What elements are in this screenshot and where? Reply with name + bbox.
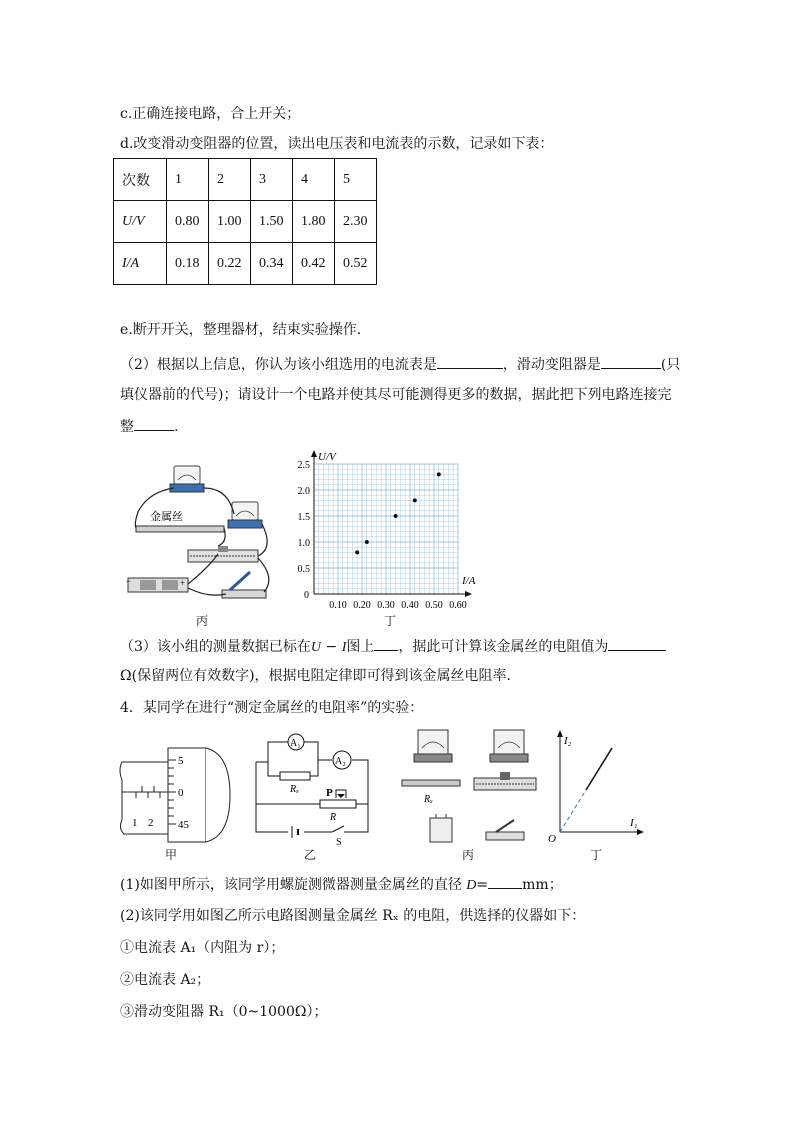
table-row (114, 159, 377, 201)
y-label-i2: I₂ (564, 735, 572, 747)
item-2: ②电流表 A₂； (120, 972, 211, 988)
y-axis-arrow (311, 450, 317, 457)
step-c: c.正确连接电路，合上开关； (120, 106, 301, 122)
q2-text-1: （2）根据以上信息，你认为该小组选用的电流表是 (120, 357, 437, 373)
data-line (586, 748, 612, 790)
caption-ding: 丁 (384, 614, 397, 628)
caption-yi: 乙 (304, 848, 317, 862)
answer-blank (601, 354, 661, 369)
data-point (413, 498, 417, 502)
switch-icon (222, 572, 266, 598)
q4-1-text-1: (1)如图甲所示，该同学用螺旋测微器测量金属丝的直径 (120, 877, 467, 893)
label-a1: A₁ (290, 738, 301, 749)
label-rx2: Rₓ (424, 794, 433, 805)
diameter-symbol: D (466, 878, 477, 893)
x-tick-label: 0.20 (353, 600, 371, 611)
table-cell: 次数 (114, 159, 167, 201)
q4-1-text-2: = (476, 877, 489, 893)
step-e: e.断开开关，整理器材，结束实验操作． (120, 322, 371, 338)
origin-label: 0 (304, 590, 309, 601)
rheostat-r (320, 800, 356, 808)
y-tick-label: 2.5 (297, 460, 310, 471)
q3-text-2: 图上 (346, 639, 375, 655)
resistor-board (402, 780, 460, 786)
q2-line1 (120, 354, 680, 375)
table-cell: U/V (114, 201, 167, 243)
main-scale-2: 2 (148, 817, 154, 829)
x-tick-label: 0.40 (401, 600, 419, 611)
item-3: ③滑动变阻器 R₁（0~1000Ω）； (120, 1004, 328, 1020)
u-i-symbol: U (310, 640, 322, 655)
table-cell: 0.52 (335, 243, 377, 285)
table-cell: 4 (293, 159, 335, 201)
x-tick-label: 0.50 (425, 600, 443, 611)
data-table (113, 158, 377, 285)
metal-wire-board (136, 526, 224, 532)
q2-text-4: 整 (120, 419, 134, 435)
q2-text-5: . (174, 419, 179, 435)
q4-title: 4．某同学在进行“测定金属丝的电阻率”的实验： (120, 700, 424, 716)
x-tick-label: 0.10 (329, 600, 347, 611)
y-axis-title: U/V (318, 451, 336, 463)
step-d: d.改变滑动变阻器的位置，读出电压表和电流表的示数，记录如下表： (120, 136, 554, 152)
main-scale-1: 1 (132, 817, 138, 829)
x-axis-arrow (465, 591, 472, 597)
table-cell: 1.00 (209, 201, 251, 243)
q4-1-text-3: mm； (522, 877, 563, 893)
q2-text-3: (只 (660, 357, 681, 373)
battery-icon (126, 576, 188, 592)
table-cell: 0.18 (167, 243, 209, 285)
thimble-mark-0: 0 (178, 787, 184, 799)
answer-blank (134, 416, 174, 431)
data-point (355, 550, 359, 554)
q4-1 (120, 874, 563, 896)
y-tick-label: 2.0 (297, 486, 310, 497)
battery-plus: + (180, 578, 186, 588)
label-a2: A₂ (335, 756, 346, 767)
caption-jia: 甲 (165, 848, 178, 862)
y-tick-label: 0.5 (297, 564, 310, 575)
q2-line2: 填仪器前的代号)；请设计一个电路并使其尽可能测得更多的数据，据此把下列电路连接完 (120, 387, 672, 403)
table-row (114, 201, 377, 243)
battery-minus: − (126, 576, 132, 586)
thimble-mark-5: 5 (178, 755, 184, 767)
data-point (437, 472, 441, 476)
data-point (394, 514, 398, 518)
table-cell: 1.80 (293, 201, 335, 243)
table-cell: 0.42 (293, 243, 335, 285)
x-tick-label: 0.60 (449, 600, 467, 611)
circuit-figure (248, 728, 376, 846)
ui-graph (290, 448, 486, 614)
table-cell: 1 (167, 159, 209, 201)
q3-text-1: （3）该小组的测量数据已标在 (120, 639, 311, 655)
switch-symbol (332, 826, 344, 832)
i2-i1-graph (546, 728, 646, 844)
answer-blank (437, 354, 503, 369)
table-cell: 2 (209, 159, 251, 201)
label-rx: Rₓ (290, 784, 299, 795)
ammeter-icon (414, 730, 452, 762)
voltmeter-icon (228, 502, 262, 528)
q3-line1 (120, 636, 666, 658)
x-label-i1: I₁ (630, 817, 638, 829)
table-cell: 1.50 (251, 201, 293, 243)
table-cell: 5 (335, 159, 377, 201)
caption-ding2: 丁 (590, 848, 603, 862)
q2-text-2: ，滑动变阻器是 (502, 357, 601, 373)
chart-grid (314, 464, 458, 594)
battery-icon (430, 814, 452, 842)
switch-icon (486, 820, 524, 840)
q3-text-3: ，据此可计算该金属丝的电阻值为 (398, 639, 609, 655)
answer-blank (608, 636, 666, 651)
answer-blank (374, 636, 398, 651)
extrapolated-line (560, 790, 586, 832)
table-cell: 0.22 (209, 243, 251, 285)
x-axis-title: I/A (462, 575, 476, 587)
rheostat-icon (188, 546, 258, 562)
table-cell: 2.30 (335, 201, 377, 243)
resistor-rx (280, 772, 310, 780)
q2-line3 (120, 416, 178, 437)
item-1: ①电流表 A₁（内阻为 r）； (120, 940, 285, 956)
table-cell: 0.34 (251, 243, 293, 285)
data-point (365, 540, 369, 544)
y-tick-label: 1.5 (297, 512, 310, 523)
origin-o: O (548, 833, 556, 844)
table-row (114, 243, 377, 285)
table-cell: 3 (251, 159, 293, 201)
y-tick-label: 1.0 (297, 538, 310, 549)
voltmeter-icon (490, 730, 528, 762)
minus-sign: − (321, 639, 342, 655)
table-cell: I/A (114, 243, 167, 285)
answer-blank (488, 874, 522, 889)
thimble-mark-45: 45 (178, 819, 189, 831)
q4-2: (2)该同学用如图乙所示电路图测量金属丝 Rₓ 的电阻，供选择的仪器如下： (120, 908, 586, 924)
caption-bing: 丙 (196, 614, 209, 628)
x-tick-label: 0.30 (377, 600, 395, 611)
table-cell: 0.80 (167, 201, 209, 243)
wire-label: 金属丝 (150, 511, 183, 523)
label-r: R (330, 812, 337, 823)
label-s: S (336, 837, 342, 846)
caption-bing2: 丙 (462, 848, 475, 862)
label-p: P (326, 787, 333, 799)
q3-line2: Ω(保留两位有效数字)，根据电阻定律即可得到该金属丝电阻率． (120, 668, 521, 684)
instruments-figure (396, 726, 542, 846)
ammeter-icon (170, 466, 204, 492)
apparatus-figure-bing (118, 458, 278, 618)
rheostat-icon (474, 772, 536, 790)
micrometer-figure (118, 740, 238, 844)
u-i-symbol: I (341, 640, 347, 655)
